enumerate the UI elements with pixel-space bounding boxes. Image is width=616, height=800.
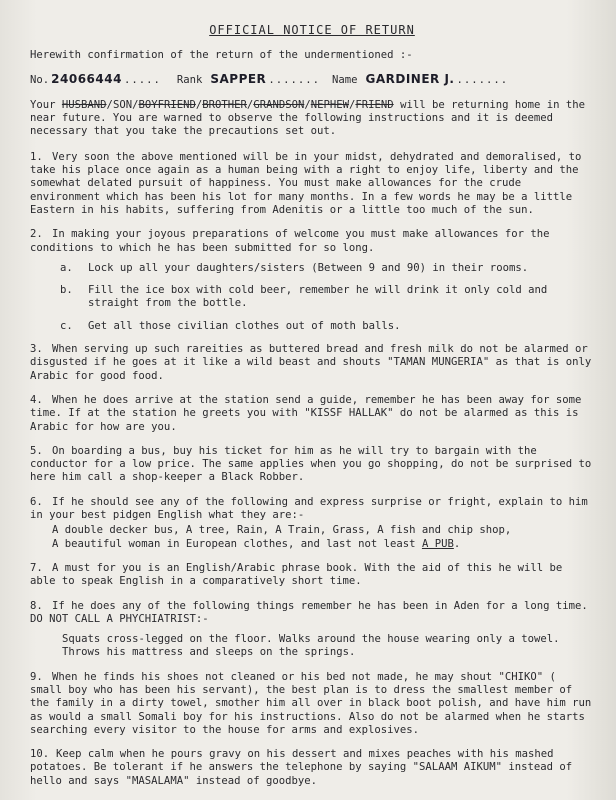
rank-value: SAPPER [210, 71, 267, 86]
name-value: GARDINER J. [365, 71, 455, 86]
recipients-prefix: Your [30, 98, 62, 111]
name-label: Name [331, 73, 358, 86]
relation: BOYFRIEND [138, 98, 196, 111]
relation: HUSBAND [61, 98, 107, 111]
item-2: 2. In making your joyous preparations of welcome you must make allowances for the conditions to which he has been submitted for so long. [30, 228, 550, 254]
relation: SON [112, 98, 133, 111]
relation: GRANDSON [253, 98, 305, 111]
recipients-suffix: will be returning home in the near future. You are warned to observe the following instructions and it is deemed necessary that you take the precautions set out. [30, 98, 586, 138]
item-7: 7. A must for you is an English/Arabic phrase book. With the aid of this he will be able to speak English in a comparatively short time. [30, 561, 563, 588]
dots: ....... [268, 73, 320, 86]
item-10: 10. Keep calm when he pours gravy on his dessert and mixes peaches with his mashed potatoes. Be tolerant if he answers the telephone by saying "SALAAM AIKUM" instead of hello and says "MASALAMA" instead of goodbye. [30, 748, 573, 787]
dots: ....... [456, 73, 509, 86]
id-line [30, 73, 594, 87]
item-1: 1. Very soon the above mentioned will be in your midst, dehydrated and demoralised, to take his place once again as a human being with a right to enjoy life, liberty and the somewhat delated pursuit of happiness. You must make allowances for the crude environment which has been his lot for many months. In a few words he may be a little Eastern in his habits, suffering from Adenitis or a little too much of the sun. [30, 150, 582, 216]
item-6: 6. If he should see any of the following and express surprise or fright, explain to him in your best pidgen English what they are:- [30, 495, 588, 522]
item-6-list [30, 524, 594, 551]
pub-text: A PUB [421, 537, 454, 550]
relation: NEPHEW [310, 98, 350, 111]
item-8: 8. If he does any of the following things remember he has been in Aden for a long time. DO NOT CALL A PHYCHIATRIST:- [30, 599, 588, 625]
service-number: 24066444 [51, 71, 122, 86]
recipients-paragraph: Your HUSBAND/SON/BOYFRIEND/BROTHER/GRANDSON/NEPHEW/FRIEND will be returning home in the near future. You are warned to observe the following instructions and it is deemed necessary that you take the precautions set out. [30, 98, 586, 138]
intro-line: Herewith confirmation of the return of the undermentioned :- [30, 49, 413, 62]
dots: ..... [123, 73, 161, 86]
subitem-b: b. Fill the ice box with cold beer, remember he will drink it only cold and straight from the bottle. [60, 284, 548, 310]
item-9: 9. When he finds his shoes not cleaned or his bed not made, he may shout "CHIKO" ( small boy who has been his servant), the best plan is to dress the smallest member of the family in a dirty towel, smother him all over in black boot polish, and have him run as would a small Somali boy for his instructions. Also do not be alarmed when he starts searching every visitor to the house for arms and explosives. [30, 670, 592, 736]
item-3: 3. When serving up such rareities as buttered bread and fresh milk do not be alarmed or disgusted if he goes at it like a wild beast and shouts "TAMAN MUNGERIA" as that is only Arabic for good food. [30, 343, 592, 382]
item-4: 4. When he does arrive at the station send a guide, remember he has been away for some time. If at the station he greets you with "KISSF HALLAK" do not be alarmed as this is Arabic for how are you. [30, 393, 582, 433]
item-6-list-line: A double decker bus, A tree, Rain, A Train, Grass, A fish and chip shop, [52, 524, 512, 537]
subitem-a: a. Lock up all your daughters/sisters (Between 9 and 90) in their rooms. [60, 261, 529, 274]
notice-title: OFFICIAL NOTICE OF RETURN [209, 23, 415, 37]
rank-label: Rank [176, 73, 203, 86]
relation: BROTHER [202, 98, 247, 111]
item-6-list-line: A beautiful woman in European clothes, and last not least A PUB. [52, 537, 461, 550]
subitem-c: c. Get all those civilian clothes out of moth balls. [60, 319, 401, 332]
number-label: No. [30, 73, 50, 86]
item-5: 5. On boarding a bus, buy his ticket for him as he will try to bargain with the conductor for a low price. The same applies when you go shopping, do not be surprised to here him call a shop-keeper a Black Robber. [30, 444, 592, 484]
item-8-list: Squats cross-legged on the floor. Walks around the house wearing only a towel. Throws his mattress and sleeps on the springs. [62, 633, 560, 659]
relation: FRIEND [355, 98, 394, 111]
